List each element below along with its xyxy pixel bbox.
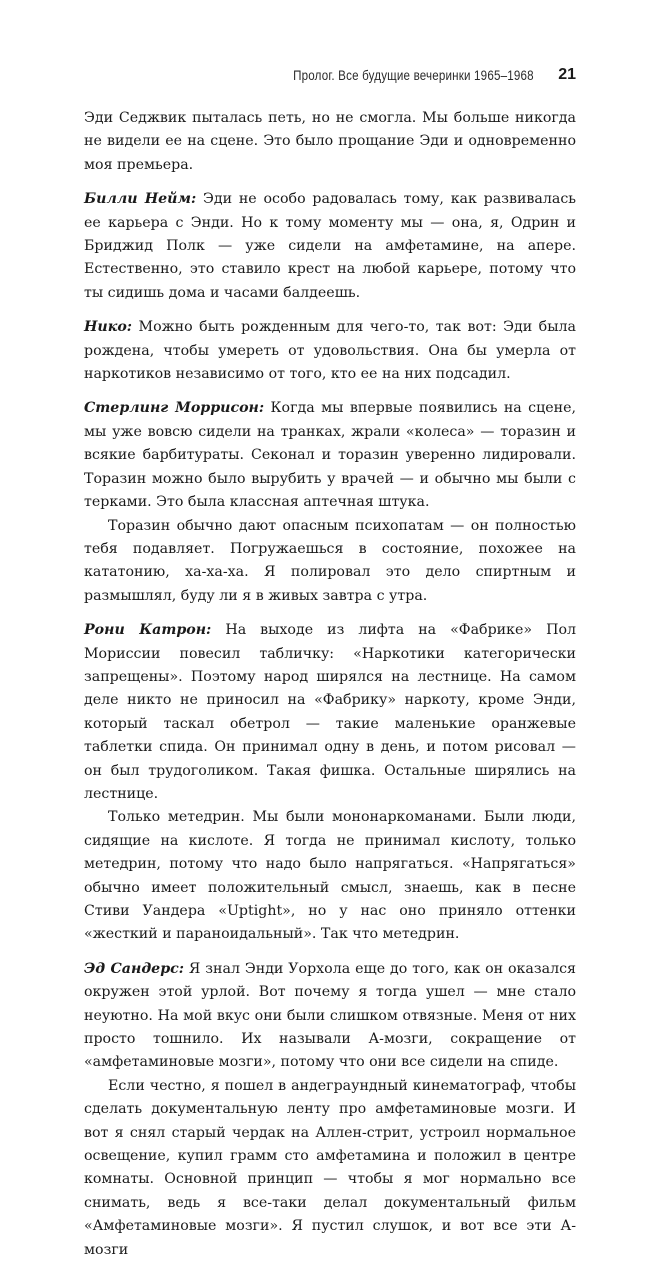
page-number: 21 <box>558 66 576 83</box>
paragraph-text: Можно быть рожденным для чего-то, так вот: Эди была рождена, чтобы умереть от удовольствия. Она бы умерла от наркотиков независимо от того, кто ее на них подсадил. <box>84 319 576 383</box>
paragraph <box>84 619 576 806</box>
paragraph-text: Я знал Энди Уорхола еще до того, как он оказался окружен этой урлой. Вот почему я тогда ушел — мне стало неуютно. На мой вкус они были слишком отвязные. Меня от них просто тошнило. Их называли А-мозги, сокращение от «амфетаминовые мозги», потому что они все сидели на спиде. <box>84 960 576 1071</box>
paragraph <box>84 515 576 609</box>
paragraph-text: Эди не особо радовалась тому, как развивалась ее карьера с Энди. Но к тому моменту мы — она, я, Одрин и Бриджид Полк — уже сидели на амфетамине, на апере. Естественно, это ставило крест на любой карьере, потому что ты сидишь дома и часами балдеешь. <box>84 191 576 301</box>
paragraph <box>84 188 576 305</box>
speaker-name: Стерлинг Моррисон: <box>84 400 265 417</box>
speaker-name: Рони Катрон: <box>84 622 212 639</box>
paragraph-text: Когда мы впервые появились на сцене, мы уже вовсю сидели на транках, жрали «колеса» — торазин и всякие барбитураты. Секонал и торазин уверенно лидировали. Торазин можно было вырубить у врачей — и обычно мы были с терками. Это была классная аптечная штука. <box>84 400 577 511</box>
paragraph-text: Торазин обычно дают опасным психопатам — он полностью тебя подавляет. Погружаешься в состояние, похожее на кататонию, ха-ха-ха. Я полировал это дело спиртным и размышлял, буду ли я в живых завтра с утра. <box>84 517 576 604</box>
speaker-name: Билли Нейм: <box>84 191 197 208</box>
speaker-name: Эд Сандерс: <box>84 960 185 977</box>
running-title: Пролог. Все будущие вечеринки 1965–1968 <box>293 68 534 83</box>
paragraph <box>84 1075 576 1262</box>
paragraph-text: На выходе из лифта на «Фабрике» Пол Мориссии повесил табличку: «Наркотики категорически запрещены». Поэтому народ ширялся на лестнице. На самом деле никто не приносил на «Фабрику» наркоту, кроме Энди, который таскал обетрол — такие маленькие оранжевые таблетки спида. Он принимал одну в день, и потом рисовал — он был трудоголиком. Такая фишка. Остальные ширялись на лестнице. <box>84 622 576 802</box>
paragraph <box>84 806 576 946</box>
speaker-name: Нико: <box>84 319 133 336</box>
running-head <box>0 66 576 86</box>
paragraph-text: Только метедрин. Мы были мононаркоманами. Были люди, сидящие на кислоте. Я тогда не принимал кислоту, только метедрин, потому что надо было напрягаться. «Напрягаться» обычно имеет положительный смысл, знаешь, как в песне Стиви Уандера «Uptight», но у нас оно приняло оттенки «жесткий и параноидальный». Так что метедрин. <box>84 809 576 943</box>
paragraph <box>84 958 576 1075</box>
paragraph <box>84 397 576 514</box>
paragraph <box>84 316 576 386</box>
body-text <box>84 107 576 1262</box>
paragraph <box>84 107 576 177</box>
paragraph-text: Эди Седжвик пыталась петь, но не смогла. Мы больше никогда не видели ее на сцене. Это было прощание Эди и одновременно моя премьера. <box>84 110 576 173</box>
paragraph-text: Если честно, я пошел в андеграундный кинематограф, чтобы сделать документальную ленту про амфетаминовые мозги. И вот я снял старый чердак на Аллен-стрит, устроил нормальное освещение, купил грамм сто амфетамина и положил в центре комнаты. Основной принцип — чтобы я мог нормально все снимать, ведь я все-таки делал документальный фильм «Амфетаминовые мозги». Я пустил слушок, и вот все эти А-мозги <box>84 1077 576 1258</box>
